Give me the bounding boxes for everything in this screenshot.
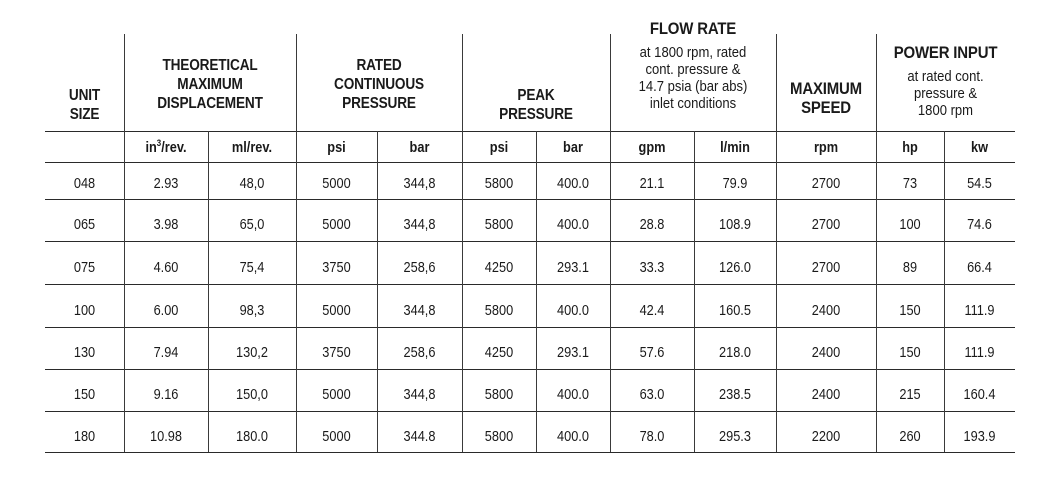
cell-flow-lmin: 238.5 (719, 387, 751, 403)
cell-peak-bar: 293.1 (557, 260, 589, 276)
cell-disp-ml: 98,3 (239, 303, 265, 319)
header-flow-rate: FLOW RATE (649, 19, 737, 38)
unit-label-in3-rev: $in^3$/rev. (145, 138, 187, 156)
subcolumn-divider (536, 131, 537, 452)
cell-rated-bar: 258,6 (403, 260, 436, 276)
unit-label-rated-psi: psi (327, 140, 346, 156)
cell-power-hp: 150 (899, 345, 921, 361)
cell-max-speed: 2700 (811, 217, 841, 233)
column-divider (296, 34, 297, 452)
column-divider (610, 34, 611, 452)
column-divider (776, 34, 777, 452)
cell-max-speed: 2400 (811, 345, 841, 361)
cell-rated-bar: 344,8 (403, 387, 436, 403)
cell-power-hp: 100 (899, 217, 921, 233)
header-peak-pressure: PEAK PRESSURE (499, 87, 573, 123)
cell-power-hp: 89 (902, 260, 918, 276)
cell-flow-gpm: 28.8 (639, 217, 665, 233)
cell-peak-bar: 400.0 (557, 217, 589, 233)
cell-power-kw: 193.9 (963, 429, 996, 445)
cell-rated-psi: 3750 (322, 260, 351, 276)
cell-disp-in3: 10.98 (150, 429, 182, 445)
cell-power-hp: 215 (899, 387, 921, 403)
row-rule (45, 369, 1015, 370)
bottom-rule (45, 452, 1015, 453)
flow-rate-conditions: at 1800 rpm, rated cont. pressure & 14.7 psia (bar abs) inlet conditions (638, 45, 748, 112)
cell-max-speed: 2700 (811, 260, 841, 276)
cell-disp-ml: 180.0 (236, 429, 268, 445)
cell-peak-psi: 5800 (484, 176, 514, 192)
cell-disp-in3: 2.93 (153, 176, 179, 192)
cell-peak-bar: 400.0 (557, 303, 589, 319)
cell-max-speed: 2700 (811, 176, 841, 192)
cell-power-kw: 111.9 (964, 345, 995, 361)
row-rule (45, 327, 1015, 328)
cell-peak-bar: 400.0 (557, 387, 589, 403)
cell-rated-bar: 258,6 (403, 345, 436, 361)
cell-disp-in3: 3.98 (153, 217, 179, 233)
cell-unit-size: 150 (73, 387, 96, 403)
cell-rated-psi: 3750 (322, 345, 351, 361)
cell-rated-psi: 5000 (322, 176, 351, 192)
cell-disp-in3: 7.94 (153, 345, 179, 361)
cell-disp-in3: 9.16 (153, 387, 179, 403)
subcolumn-divider (944, 131, 945, 452)
cell-flow-gpm: 57.6 (639, 345, 665, 361)
row-rule (45, 411, 1015, 412)
cell-power-hp: 260 (899, 429, 921, 445)
cell-unit-size: 065 (73, 217, 96, 233)
cell-rated-bar: 344,8 (403, 303, 436, 319)
unit-label-rpm: rpm (813, 140, 839, 156)
cell-rated-psi: 5000 (322, 387, 351, 403)
row-rule (45, 284, 1015, 285)
cell-unit-size: 075 (73, 260, 96, 276)
cell-rated-psi: 5000 (322, 217, 351, 233)
units-rule (45, 162, 1015, 163)
cell-peak-psi: 5800 (484, 303, 514, 319)
cell-power-kw: 66.4 (967, 260, 992, 276)
cell-power-kw: 54.5 (967, 176, 992, 192)
header-displacement: THEORETICAL MAXIMUM DISPLACEMENT (157, 57, 263, 112)
cell-peak-psi: 4250 (484, 260, 514, 276)
cell-flow-gpm: 78.0 (639, 429, 665, 445)
cell-flow-lmin: 79.9 (722, 176, 748, 192)
cell-disp-ml: 65,0 (239, 217, 265, 233)
cell-peak-bar: 400.0 (557, 429, 589, 445)
cell-flow-lmin: 295.3 (719, 429, 751, 445)
row-rule (45, 241, 1015, 242)
unit-label-rated-bar: bar (409, 140, 430, 156)
cell-flow-lmin: 218.0 (719, 345, 751, 361)
cell-peak-psi: 4250 (484, 345, 514, 361)
column-divider (462, 34, 463, 452)
row-rule (45, 199, 1015, 200)
subcolumn-divider (694, 131, 695, 452)
unit-label-kw: kw (970, 140, 989, 156)
cell-rated-bar: 344,8 (403, 176, 436, 192)
cell-max-speed: 2200 (811, 429, 841, 445)
header-rule (45, 131, 1015, 132)
cell-power-kw: 74.6 (967, 217, 992, 233)
header-unit-size: UNIT SIZE (68, 87, 101, 123)
cell-flow-gpm: 63.0 (639, 387, 665, 403)
unit-label-peak-bar: bar (563, 140, 583, 156)
subcolumn-divider (208, 131, 209, 452)
cell-unit-size: 048 (73, 176, 96, 192)
cell-peak-psi: 5800 (484, 387, 514, 403)
cell-flow-gpm: 21.1 (639, 176, 665, 192)
cell-disp-in3: 6.00 (153, 303, 179, 319)
cell-disp-ml: 75,4 (239, 260, 265, 276)
cell-peak-bar: 293.1 (557, 345, 589, 361)
unit-label-hp: hp (902, 140, 918, 156)
cell-peak-psi: 5800 (484, 217, 514, 233)
cell-flow-lmin: 126.0 (719, 260, 751, 276)
cell-unit-size: 130 (73, 345, 96, 361)
cell-disp-ml: 130,2 (236, 345, 268, 361)
cell-unit-size: 100 (73, 303, 96, 319)
cell-power-kw: 111.9 (964, 303, 995, 319)
cell-flow-lmin: 108.9 (719, 217, 751, 233)
unit-label-peak-psi: psi (489, 140, 509, 156)
cell-flow-gpm: 33.3 (639, 260, 665, 276)
unit-label-gpm: gpm (638, 140, 666, 156)
cell-unit-size: 180 (73, 429, 96, 445)
header-rated-pressure: RATED CONTINUOUS PRESSURE (334, 57, 424, 112)
cell-max-speed: 2400 (811, 303, 841, 319)
cell-rated-psi: 5000 (322, 303, 351, 319)
header-max-speed: MAXIMUM SPEED (790, 79, 862, 117)
cell-power-kw: 160.4 (963, 387, 996, 403)
header-power-input: POWER INPUT (893, 43, 998, 62)
subcolumn-divider (377, 131, 378, 452)
cell-disp-ml: 48,0 (239, 176, 265, 192)
cell-rated-bar: 344.8 (403, 429, 436, 445)
power-input-conditions: at rated cont. pressure & 1800 rpm (907, 69, 984, 119)
cell-rated-psi: 5000 (322, 429, 351, 445)
cell-rated-bar: 344,8 (403, 217, 436, 233)
cell-power-hp: 73 (902, 176, 918, 192)
cell-disp-ml: 150,0 (236, 387, 268, 403)
column-divider (876, 34, 877, 452)
cell-flow-gpm: 42.4 (639, 303, 665, 319)
cell-peak-psi: 5800 (484, 429, 514, 445)
cell-disp-in3: 4.60 (153, 260, 179, 276)
unit-label-ml-rev: ml/rev. (231, 140, 273, 156)
column-divider (124, 34, 125, 452)
cell-flow-lmin: 160.5 (719, 303, 751, 319)
cell-peak-bar: 400.0 (557, 176, 589, 192)
cell-max-speed: 2400 (811, 387, 841, 403)
cell-power-hp: 150 (899, 303, 921, 319)
unit-label-l-min: l/min (720, 140, 750, 156)
